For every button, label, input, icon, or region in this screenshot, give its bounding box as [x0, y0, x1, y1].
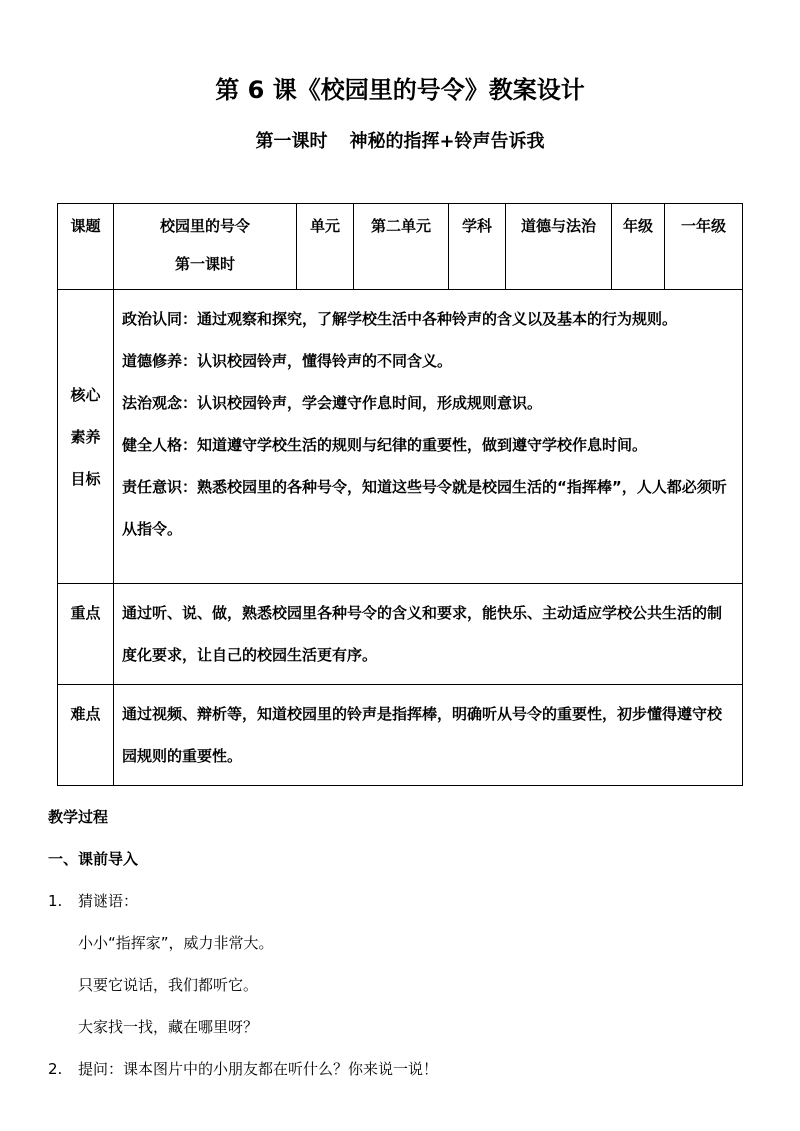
- difficulty-text: 通过视频、辩析等，知道校园里的铃声是指挥棒，明确听从号令的重要性，初步懂得遵守校园规则的重要性。: [114, 685, 743, 786]
- riddle-line-2: 只要它说话，我们都听它。: [78, 976, 259, 994]
- lesson-plan-table: [57, 203, 743, 786]
- core-goal-legal: 法治观念：认识校园铃声，学会遵守作息时间，形成规则意识。: [122, 394, 543, 412]
- topic-value-line2: 第一课时: [174, 255, 235, 273]
- list-item-number: 1.: [48, 892, 63, 910]
- table-row-header: [58, 204, 743, 290]
- key-text: 通过听、说、做，熟悉校园里各种号令的含义和要求，能快乐、主动适应学校公共生活的制度化要求，让自己的校园生活更有序。: [114, 584, 743, 685]
- unit-value: 第二单元: [354, 204, 449, 290]
- list-item-question: [48, 1048, 748, 1090]
- table-row-core: [58, 290, 743, 584]
- riddle-line-1: 小小“指挥家”，威力非常大。: [78, 934, 274, 952]
- subject-value: 道德与法治: [506, 204, 612, 290]
- list-item-riddle: [48, 880, 748, 922]
- table-row-key: [58, 584, 743, 685]
- core-goals: [114, 290, 743, 584]
- process-heading: 教学过程: [48, 808, 109, 826]
- table-row-difficulty: [58, 685, 743, 786]
- section-intro-heading: 一、课前导入: [48, 850, 139, 868]
- core-label: [58, 290, 114, 584]
- unit-label: 单元: [297, 204, 354, 290]
- difficulty-label: 难点: [58, 685, 114, 786]
- topic-label: 课题: [58, 204, 114, 290]
- core-goal-political: 政治认同：通过观察和探究，了解学校生活中各种铃声的含义以及基本的行为规则。: [122, 310, 678, 328]
- topic-value-line1: 校园里的号令: [159, 217, 250, 235]
- grade-label: 年级: [612, 204, 665, 290]
- grade-value: 一年级: [665, 204, 743, 290]
- subtitle-lesson: 第一课时: [255, 131, 328, 152]
- list-item-text: 提问：课本图片中的小朋友都在听什么？你来说一说！: [78, 1060, 439, 1078]
- teaching-process: [48, 796, 748, 1090]
- list-item-number: 2.: [48, 1060, 63, 1078]
- document-title: 第 6 课《校园里的号令》教案设计: [215, 76, 585, 104]
- core-label-line3: 目标: [70, 469, 101, 488]
- riddle-line-3: 大家找一找，藏在哪里呀？: [78, 1018, 259, 1036]
- topic-value: [114, 204, 297, 290]
- list-item-text: 猜谜语：: [78, 892, 139, 910]
- core-goal-moral: 道德修养：认识校园铃声，懂得铃声的不同含义。: [122, 352, 453, 370]
- core-goal-personality: 健全人格：知道遵守学校生活的规则与纪律的重要性，做到遵守学校作息时间。: [122, 436, 648, 454]
- core-goal-responsibility: 责任意识：熟悉校园里的各种号令，知道这些号令就是校园生活的“指挥棒”，人人都必须听从指令。: [122, 478, 727, 538]
- core-label-line1: 核心: [70, 385, 101, 404]
- document-subtitle: [0, 124, 800, 160]
- subject-label: 学科: [449, 204, 506, 290]
- key-label: 重点: [58, 584, 114, 685]
- subtitle-topic: 神秘的指挥+铃声告诉我: [349, 131, 545, 152]
- core-label-line2: 素养: [70, 427, 101, 446]
